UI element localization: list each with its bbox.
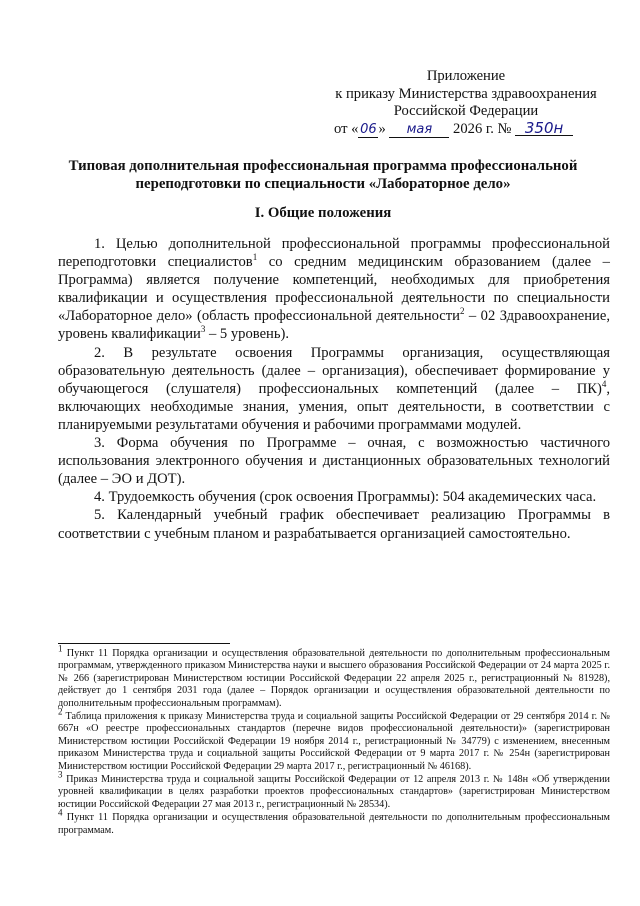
approval-line-3: Российской Федерации (393, 103, 539, 119)
footnote-3-text: Приказ Министерства труда и социальной защиты Российской Федерации от 12 апреля 2013 г. № 148н «Об утверждении уровней квалификации в целях разработки проектов профессиональных стандартов» (зарегистрирован Министерством юстиции Российской Федерации 27 мая 2013 г., регистрационный № 28534). (58, 774, 610, 810)
date-prefix: от « (334, 120, 359, 137)
paragraph-1-text-a: 1. Целью дополнительной профессиональной программы профессиональной переподготовки специалистов (58, 236, 610, 271)
handwritten-month: мая (389, 123, 449, 138)
paragraph-2 (58, 344, 610, 434)
document-title: Типовая дополнительная профессиональная программа профессиональной переподготовки по специальности «Лабораторное дело» (68, 158, 578, 192)
date-mid: » (378, 120, 386, 137)
handwritten-order-number: 350н (515, 121, 573, 136)
footnote-2-mark: 2 (58, 706, 63, 717)
approval-date-line (334, 118, 616, 139)
footnote-separator (58, 643, 230, 644)
footnote-ref-2: 2 (459, 306, 465, 317)
footnote-1 (58, 643, 610, 710)
paragraph-4: 4. Трудоемкость обучения (срок освоения Программы): 504 академических часа. (94, 489, 597, 506)
document-body (58, 235, 610, 543)
paragraph-3: 3. Форма обучения по Программе – очная, с возможностью частичного использования электронного обучения и дистанционных образовательных технологий (далее – ЭО и ДОТ). (58, 435, 610, 488)
approval-line-2: к приказу Министерства здравоохранения (335, 85, 597, 102)
footnote-2-text: Таблица приложения к приказу Министерства труда и социальной защиты Российской Федерации от 29 сентября 2014 г. № 667н «О реестре профессиональных стандартов (перечне видов профессиональной деятельности)» (зарегистрирован Министерством юстиции Российской Федерации 19 ноября 2014 г., регистрационный № 34779) с изменением, внесенным приказом Министерства труда и социальной защиты Российской Федерации от 9 марта 2017 г. № 254н (зарегистрирован Министерством юстиции Российской Федерации 29 марта 2017 г., регистрационный № 46168). (58, 711, 610, 772)
handwritten-day: 06 (360, 121, 377, 137)
footnote-1-mark: 1 (58, 643, 63, 654)
paragraph-1-text-c: – 02 Здравоохранение, уровень квалификации (58, 308, 610, 343)
footnote-ref-1: 1 (252, 252, 258, 263)
footnote-4 (58, 807, 610, 837)
footnote-4-mark: 4 (58, 807, 63, 818)
paragraph-2-text-a: 2. В результате освоения Программы организация, осуществляющая образовательную деятельность (далее – организация), обеспечивает формирование у обучающегося (слушателя) профессиональных компетенций (далее – ПК) (58, 344, 610, 397)
footnote-3-mark: 3 (58, 769, 63, 780)
footnotes (58, 643, 610, 838)
section-heading: I. Общие положения (254, 205, 392, 221)
footnote-3 (58, 769, 610, 811)
date-year: 2026 г. № (453, 120, 512, 137)
footnote-ref-4: 4 (601, 378, 607, 389)
approval-line-1: Приложение (426, 68, 506, 84)
paragraph-2-text-b: , включающих необходимые знания, умения, опыт деятельности, в соответствии с планируемыми результатами обучения и рабочими программами модулей. (58, 380, 610, 433)
footnote-1-text: Пункт 11 Порядка организации и осуществления образовательной деятельности по дополнительным профессиональным программам, утвержденного приказом Министерства науки и высшего образования Российской Федерации от 24 марта 2025 г. № 266 (зарегистрирован Министерством юстиции Российской Федерации 22 апреля 2025 г., регистрационный № 81928), действует до 1 сентября 2031 года (далее – Порядок организации и осуществления образовательной деятельности по дополнительным профессиональным программам). (58, 648, 610, 709)
paragraph-1-text-b: со средним медицинским образованием (далее – Программа) является получение компетенций, необходимых для приобретения квалификации и осуществления профессиональной деятельности по специальности «Лабораторное дело» (область профессиональной деятельности (58, 254, 610, 325)
footnote-ref-3: 3 (200, 324, 206, 335)
footnote-2 (58, 706, 610, 773)
footnote-4-text: Пункт 11 Порядка организации и осуществления образовательной деятельности по дополнительным профессиональным программам. (58, 812, 610, 836)
paragraph-5: 5. Календарный учебный график обеспечивает реализацию Программы в соответствии с учебным планом и разрабатывается организацией самостоятельно. (58, 507, 610, 542)
approval-block (316, 68, 616, 138)
paragraph-1 (58, 235, 610, 344)
paragraph-1-text-d: – 5 уровень). (205, 326, 290, 343)
